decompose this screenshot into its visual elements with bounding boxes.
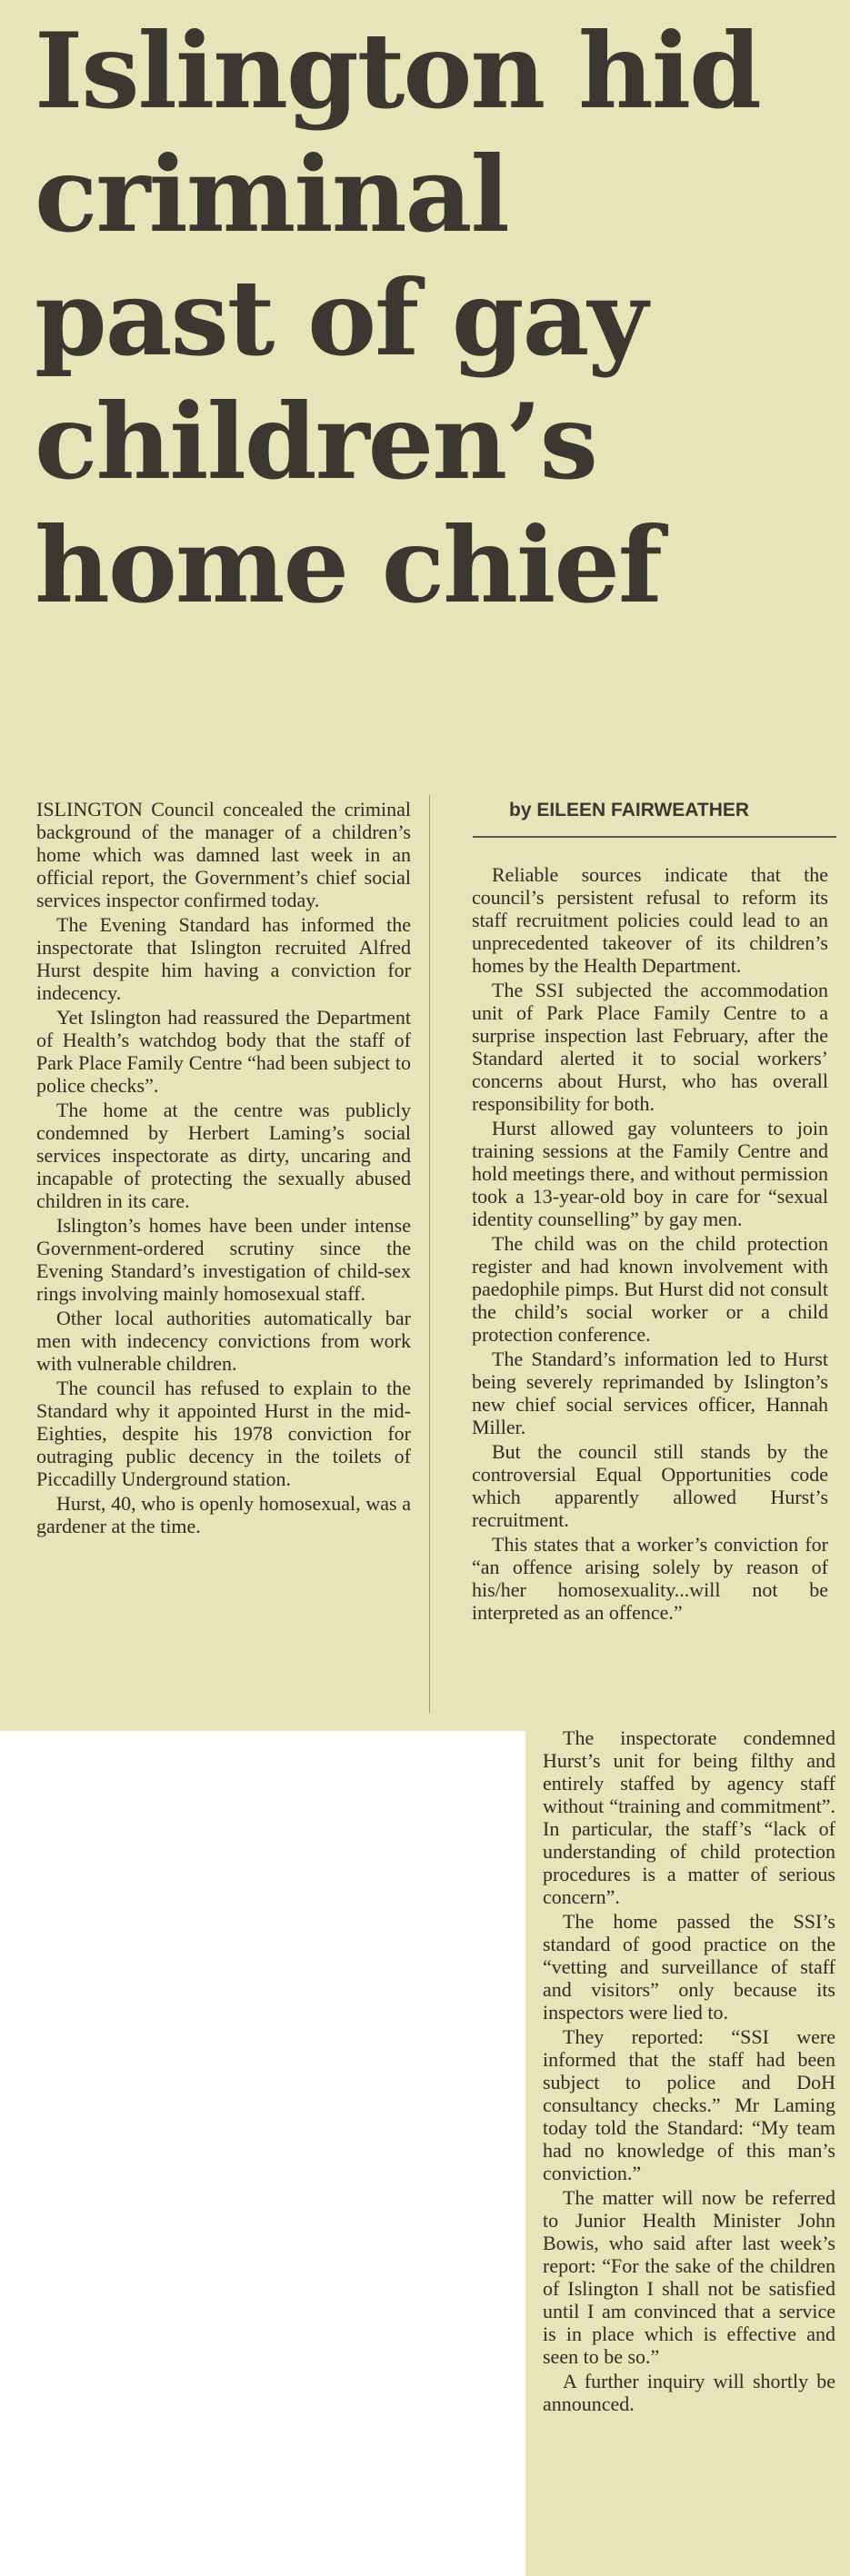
headline: [35, 9, 835, 627]
paragraph: The inspectorate condemned Hurst’s unit for being filthy and entirely staffed by agency staff without “training and commitment”. In particular, the staff’s “lack of understanding of child protection procedures is a matter of serious concern”.: [543, 1726, 835, 1908]
article-column-1: [36, 798, 411, 1539]
headline-line: past of gay: [35, 257, 646, 379]
paragraph: The Evening Standard has informed the inspectorate that Islington recruited Alfred Hurst despite him having a conviction for indecency.: [36, 913, 411, 1004]
paragraph: The SSI subjected the accommodation unit of Park Place Family Centre to a surprise inspection last February, after the Standard alerted it to social workers’ concerns about Hurst, who has overall responsibility for both.: [472, 979, 828, 1115]
paragraph: The matter will now be referred to Junior Health Minister John Bowis, who said after last week’s report: “For the sake of the children of Islington I shall not be satisfied until I am convinced that a service is in place which is effective and seen to be so.”: [543, 2186, 835, 2368]
column-divider: [429, 795, 430, 1713]
paragraph: This states that a worker’s conviction for “an offence arising solely by reason of his/her homosexuality...will not be interpreted as an offence.”: [472, 1533, 828, 1624]
byline: by EILEEN FAIRWEATHER: [509, 800, 750, 821]
paragraph: The home passed the SSI’s standard of good practice on the “vetting and surveillance of staff and visitors” only because its inspectors were lied to.: [543, 1910, 835, 2024]
headline-line: Islington hid: [35, 10, 760, 132]
paragraph: A further inquiry will shortly be announced.: [543, 2370, 835, 2415]
paragraph: ISLINGTON Council concealed the criminal background of the manager of a children’s home which was damned last week in an official report, the Government’s chief social services inspector confirmed today.: [36, 798, 411, 911]
article-column-2: [472, 863, 828, 1626]
headline-line: criminal: [35, 134, 508, 255]
paragraph: The child was on the child protection register and had known involvement with paedophile pimps. But Hurst did not consult the child’s social worker or a child protection conference.: [472, 1232, 828, 1346]
paragraph: The council has refused to explain to the Standard why it appointed Hurst in the mid-Eighties, despite his 1978 conviction for outraging public decency in the toilets of Piccadilly Underground station.: [36, 1377, 411, 1490]
paragraph: The home at the centre was publicly condemned by Herbert Laming’s social services inspectorate as dirty, uncaring and incapable of protecting the sexually abused children in its care.: [36, 1099, 411, 1212]
headline-line: home chief: [35, 504, 661, 626]
paragraph: Reliable sources indicate that the council’s persistent refusal to reform its staff recruitment policies could lead to an unprecedented takeover of its children’s homes by the Health Department.: [472, 863, 828, 977]
paragraph: The Standard’s information led to Hurst being severely reprimanded by Islington’s new chief social services officer, Hannah Miller.: [472, 1348, 828, 1438]
paragraph: They reported: “SSI were informed that the staff had been subject to police and DoH consultancy checks.” Mr Laming today told the Standard: “My team had no knowledge of this man’s conviction.”: [543, 2025, 835, 2184]
byline-rule: [473, 836, 836, 838]
paragraph: Hurst allowed gay volunteers to join training sessions at the Family Centre and hold meetings there, and without permission took a 13-year-old boy in care for “sexual identity counselling” by gay men.: [472, 1117, 828, 1230]
paragraph: But the council still stands by the controversial Equal Opportunities code which apparently allowed Hurst’s recruitment.: [472, 1440, 828, 1531]
paragraph: Yet Islington had reassured the Department of Health’s watchdog body that the staff of Park Place Family Centre “had been subject to police checks”.: [36, 1006, 411, 1097]
paragraph: Other local authorities automatically bar men with indecency convictions from work with vulnerable children.: [36, 1307, 411, 1375]
paragraph: Islington’s homes have been under intense Government-ordered scrutiny since the Evening Standard’s investigation of child-sex rings involving mainly homosexual staff.: [36, 1214, 411, 1305]
article-column-3: [543, 1726, 835, 2417]
headline-line: children’s: [35, 381, 596, 502]
paragraph: Hurst, 40, who is openly homosexual, was a gardener at the time.: [36, 1492, 411, 1537]
